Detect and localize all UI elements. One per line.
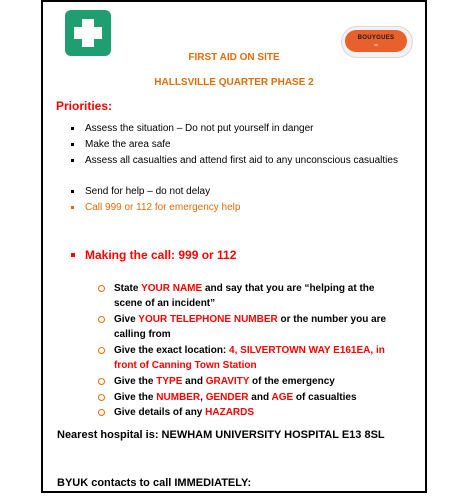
highlight-text: GENDER xyxy=(205,392,249,403)
circle-bullet-icon xyxy=(98,409,105,416)
bullet-icon xyxy=(71,253,75,257)
highlight-text: YOUR TELEPHONE NUMBER xyxy=(138,314,278,325)
call-step-text xyxy=(114,405,404,420)
first-aid-cross-icon xyxy=(65,10,111,56)
plain-text: and xyxy=(182,376,206,387)
highlight-text: YOUR NAME xyxy=(141,283,203,294)
circle-bullet-icon xyxy=(98,394,105,401)
highlight-text: GRAVITY xyxy=(205,376,250,387)
plain-text: of the emergency xyxy=(249,376,335,387)
bullet-icon xyxy=(71,159,74,162)
circle-bullet-icon xyxy=(98,316,105,323)
bullet-icon xyxy=(71,143,74,146)
call-step-text xyxy=(114,374,404,389)
plain-text: and say that you are “helping at the scene of an incident” xyxy=(114,283,375,309)
bullet-icon xyxy=(71,127,74,130)
bullet-icon xyxy=(71,206,74,209)
plain-text: Give xyxy=(114,314,139,325)
nearest-hospital: Nearest hospital is: NEWHAM UNIVERSITY HOSPITAL E13 8SL xyxy=(57,429,385,441)
circle-bullet-icon xyxy=(98,285,105,292)
plain-text: Give the xyxy=(114,376,157,387)
bouygues-logo-text: BOUYGUES xyxy=(357,35,395,41)
highlight-text: AGE xyxy=(271,392,294,403)
plain-text: and xyxy=(248,392,272,403)
call-step-text xyxy=(114,281,404,311)
plain-text: Give details of any xyxy=(114,407,206,418)
circle-bullet-icon xyxy=(98,347,105,354)
plain-text: of casualties xyxy=(293,392,357,403)
circle-bullet-icon xyxy=(98,378,105,385)
page-subtitle: HALLSVILLE QUARTER PHASE 2 xyxy=(154,77,314,88)
highlight-text: TYPE xyxy=(156,376,183,387)
call-step-text xyxy=(114,390,404,405)
priorities-heading: Priorities: xyxy=(56,99,113,113)
call-step-text xyxy=(114,312,404,342)
plain-text: State xyxy=(114,283,142,294)
bouygues-logo-sub: UK xyxy=(373,43,379,47)
plain-text: , xyxy=(200,392,206,403)
highlight-text: 4, SILVERTOWN WAY E161EA, in front of Canning Town Station xyxy=(114,345,385,371)
plain-text: Give the exact location: xyxy=(114,345,230,356)
highlight-text: NUMBER xyxy=(156,392,201,403)
plain-text: or the number you are calling from xyxy=(114,314,387,340)
highlight-text: HAZARDS xyxy=(205,407,255,418)
contacts-heading: BYUK contacts to call IMMEDIATELY: xyxy=(57,477,252,489)
page-title: FIRST AID ON SITE xyxy=(188,52,280,63)
call-step-text xyxy=(114,343,404,373)
bullet-icon xyxy=(71,190,74,193)
plain-text: Give the xyxy=(114,392,157,403)
